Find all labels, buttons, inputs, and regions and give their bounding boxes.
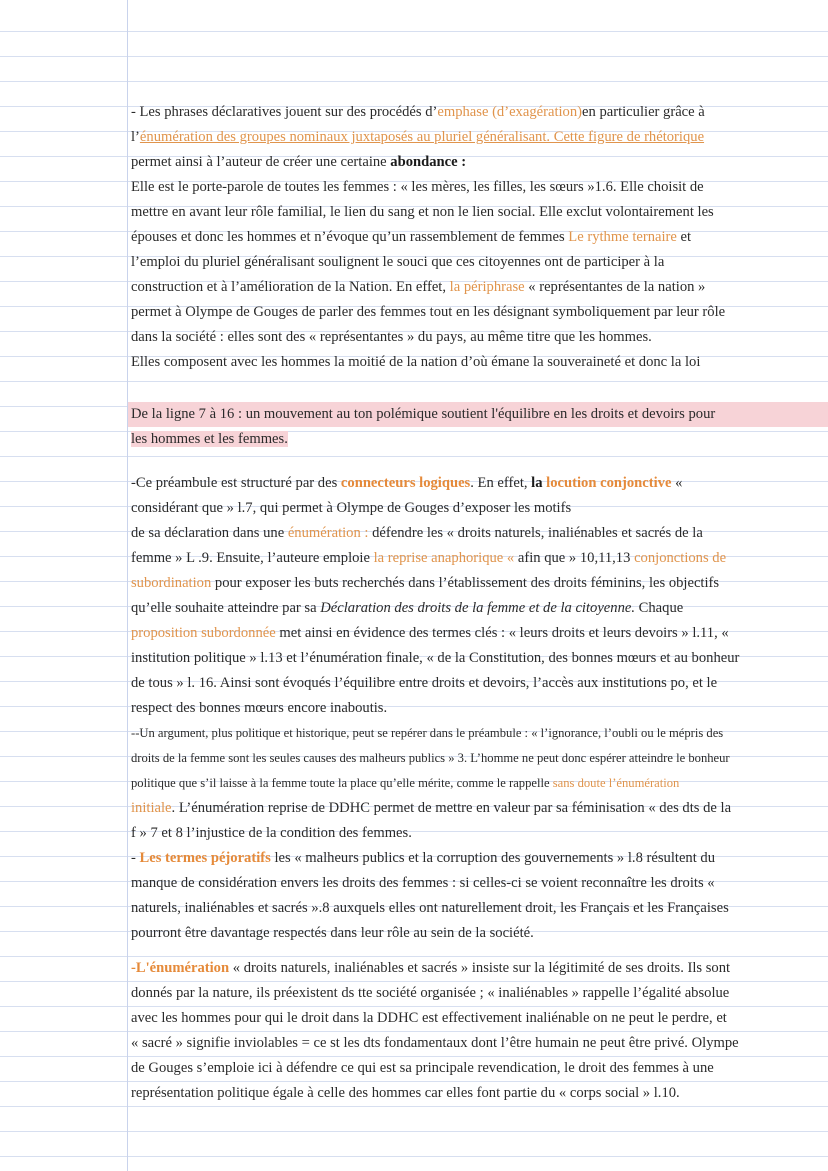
paragraph-1-line-3: permet ainsi à l’auteur de créer une certaine abondance : <box>131 154 467 170</box>
paragraph-1-line-5: mettre en avant leur rôle familial, le lien du sang et non le lien social. Elle exclut volontairement les <box>131 204 714 220</box>
paragraph-1-line-4: Elle est le porte-parole de toutes les femmes : « les mères, les filles, les sœurs »1.6. Elle choisit de <box>131 179 704 195</box>
paragraph-1-line-10: dans la société : elles sont des « représentantes » du pays, au même titre que les hommes. <box>131 329 652 345</box>
paragraph-1-line-1: - Les phrases déclaratives jouent sur des procédés d’emphase (d’exagération)en particulier grâce à <box>131 104 705 120</box>
paragraph-5-line-5: de Gouges s’emploie ici à défendre ce qui est sa principale revendication, le droit des femmes à une <box>131 1060 714 1076</box>
paragraph-5-line-6: représentation politique égale à celle des hommes car elles font partie du « corps social » l.10. <box>131 1085 680 1101</box>
paragraph-5-line-2: donnés par la nature, ils préexistent ds tte société organisée ; « inaliénables » rappelle l’égalité absolue <box>131 985 730 1001</box>
paragraph-1-line-11: Elles composent avec les hommes la moitié de la nation d’où émane la souveraineté et donc la loi <box>131 354 701 370</box>
paragraph-3-line-3: politique que s’il laisse à la femme toute la place qu’elle mérite, comme le rappelle sans doute l’énumération <box>131 776 680 790</box>
paragraph-4-line-2: manque de considération envers les droits des femmes : si celles-ci se voient reconnaître les droits « <box>131 875 715 891</box>
paragraph-2-line-5: subordination pour exposer les buts recherchés dans l’établissement des droits féminins, les objectifs <box>131 575 720 591</box>
notebook-margin-line <box>127 0 128 1171</box>
paragraph-2-line-9: de tous » l. 16. Ainsi sont évoqués l’équilibre entre droits et devoirs, l’accès aux institutions po, et le <box>131 675 718 691</box>
paragraph-2-line-1: -Ce préambule est structuré par des connecteurs logiques. En effet, la locution conjonctive « <box>131 475 683 491</box>
paragraph-1-line-2: l’énumération des groupes nominaux juxtaposés au pluriel généralisant. Cette figure de rhétorique <box>131 129 705 145</box>
paragraph-1-line-7: l’emploi du pluriel généralisant soulignent le souci que ces citoyennes ont de participer à la <box>131 254 665 270</box>
paragraph-5-line-4: « sacré » signifie inviolables = ce st les dts fondamentaux dont l’être humain ne peut être privé. Olympe <box>131 1035 739 1051</box>
paragraph-5-line-3: avec les hommes pour qui le droit dans la DDHC est effectivement inaliénable on ne peut le perdre, et <box>131 1010 727 1026</box>
paragraph-2-line-7: proposition subordonnée met ainsi en évidence des termes clés : « leurs droits et leurs devoirs » l.11, « <box>131 625 729 641</box>
paragraph-4-line-3: naturels, inaliénables et sacrés ».8 auxquels elles ont naturellement droit, les Français et les Françaises <box>131 900 729 916</box>
paragraph-2-line-3: de sa déclaration dans une énumération : défendre les « droits naturels, inaliénables et sacrés de la <box>131 525 703 541</box>
paragraph-2-line-8: institution politique » l.13 et l’énumération finale, « de la Constitution, des bonnes mœurs et au bonheur <box>131 650 740 666</box>
paragraph-2-line-6: qu’elle souhaite atteindre par sa Déclaration des droits de la femme et de la citoyenne. Chaque <box>131 600 684 616</box>
paragraph-2-line-4: femme » L .9. Ensuite, l’auteure emploie la reprise anaphorique « afin que » 10,11,13 conjonctions de <box>131 550 727 566</box>
section-heading-line-2: les hommes et les femmes. <box>131 431 288 447</box>
paragraph-2-line-10: respect des bonnes mœurs encore inaboutis. <box>131 700 388 716</box>
paragraph-2-line-2: considérant que » l.7, qui permet à Olympe de Gouges d’exposer les motifs <box>131 500 572 516</box>
paragraph-4-line-1: - Les termes péjoratifs les « malheurs publics et la corruption des gouvernements » l.8 résultent du <box>131 850 716 866</box>
paragraph-3-line-2: droits de la femme sont les seules causes des malheurs publics » 3. L’homme ne peut donc espérer atteindre le bonheur <box>131 751 730 765</box>
paragraph-1-line-9: permet à Olympe de Gouges de parler des femmes tout en les désignant symboliquement par leur rôle <box>131 304 726 320</box>
paragraph-1-line-8: construction et à l’amélioration de la Nation. En effet, la périphrase « représentantes de la nation » <box>131 279 706 295</box>
paragraph-3-line-5: f » 7 et 8 l’injustice de la condition des femmes. <box>131 825 412 841</box>
paragraph-5-line-1: -L'énumération « droits naturels, inaliénables et sacrés » insiste sur la légitimité de ses droits. Ils sont <box>131 960 731 976</box>
paragraph-1-line-6: épouses et donc les hommes et n’évoque qu’un rassemblement de femmes Le rythme ternaire et <box>131 229 692 245</box>
paragraph-3-line-1: --Un argument, plus politique et historique, peut se repérer dans le préambule : « l’ignorance, l’oubli ou le mépris des <box>131 726 724 740</box>
paragraph-4-line-4: pourront être davantage respectés dans leur rôle au sein de la société. <box>131 925 534 941</box>
section-heading-line-1: De la ligne 7 à 16 : un mouvement au ton polémique soutient l'équilibre en les droits et devoirs pour <box>131 406 716 422</box>
paragraph-3-line-4: initiale. L’énumération reprise de DDHC permet de mettre en valeur par sa féminisation « des dts de la <box>131 800 732 816</box>
